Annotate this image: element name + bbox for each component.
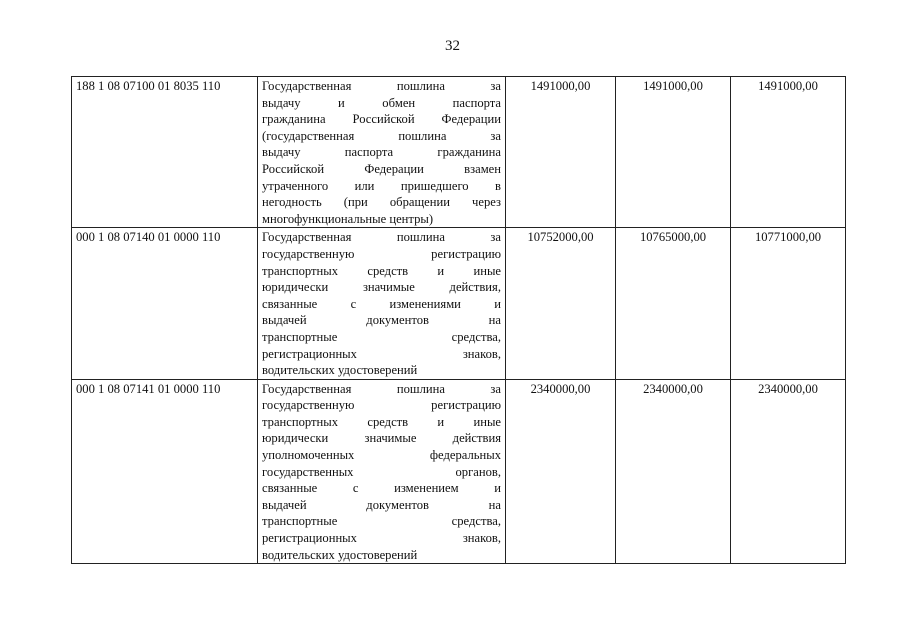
description-line: гражданина Российской Федерации [262, 112, 501, 127]
description-line: негодность (при обращении через [262, 195, 501, 210]
amount-cell-year-3: 10771000,00 [731, 228, 846, 379]
amount-cell-year-3: 2340000,00 [731, 379, 846, 564]
description-line: государственную регистрацию [262, 246, 501, 261]
description-line: государственную регистрацию [262, 398, 501, 413]
amount-cell-year-2: 1491000,00 [616, 77, 731, 228]
description-line: связанные с изменениями и [262, 296, 501, 311]
description-line: Государственная пошлина за [262, 79, 501, 93]
description-line: Государственная пошлина за [262, 381, 501, 396]
table-row [72, 77, 846, 228]
description-line: водительских удостоверений [262, 363, 418, 378]
amount-cell-year-2: 10765000,00 [616, 228, 731, 379]
description-line: юридически значимые действия, [262, 280, 501, 295]
description-line: многофункциональные центры) [262, 211, 434, 226]
amount-cell-year-3: 1491000,00 [731, 77, 846, 228]
description-line: Российской Федерации взамен [262, 161, 501, 176]
amount-cell-year-1: 10752000,00 [506, 228, 616, 379]
description-line: выдачу паспорта гражданина [262, 145, 501, 160]
description-line: транспортных средств и иные [262, 414, 501, 429]
amount-cell-year-1: 1491000,00 [506, 77, 616, 228]
description-line: регистрационных знаков, [262, 531, 501, 546]
revenue-description-cell [258, 77, 506, 228]
amount-cell-year-1: 2340000,00 [506, 379, 616, 564]
description-line: водительских удостоверений [262, 547, 418, 562]
description-line: утраченного или пришедшего в [262, 178, 501, 193]
description-line: выдачей документов на [262, 497, 501, 512]
description-line: уполномоченных федеральных [262, 448, 501, 463]
revenue-table-body [72, 77, 846, 564]
description-line: транспортных средств и иные [262, 263, 501, 278]
description-line: транспортные средства, [262, 329, 501, 344]
description-line: (государственная пошлина за [262, 128, 501, 143]
amount-cell-year-2: 2340000,00 [616, 379, 731, 564]
revenue-code-cell: 000 1 08 07141 01 0000 110 [72, 379, 258, 564]
revenue-table [71, 76, 846, 564]
description-line: транспортные средства, [262, 514, 501, 529]
page-number: 32 [445, 38, 460, 54]
description-line: Государственная пошлина за [262, 230, 501, 245]
description-line: выдачу и обмен паспорта [262, 95, 501, 110]
description-line: государственных органов, [262, 464, 501, 479]
revenue-code-cell: 000 1 08 07140 01 0000 110 [72, 228, 258, 379]
description-line: юридически значимые действия [262, 431, 501, 446]
revenue-description-cell [258, 379, 506, 564]
description-line: связанные с изменением и [262, 481, 501, 496]
revenue-code-cell: 188 1 08 07100 01 8035 110 [72, 77, 258, 228]
table-row [72, 228, 846, 379]
table-row [72, 379, 846, 564]
revenue-description-cell [258, 228, 506, 379]
description-line: выдачей документов на [262, 313, 501, 328]
description-line: регистрационных знаков, [262, 346, 501, 361]
